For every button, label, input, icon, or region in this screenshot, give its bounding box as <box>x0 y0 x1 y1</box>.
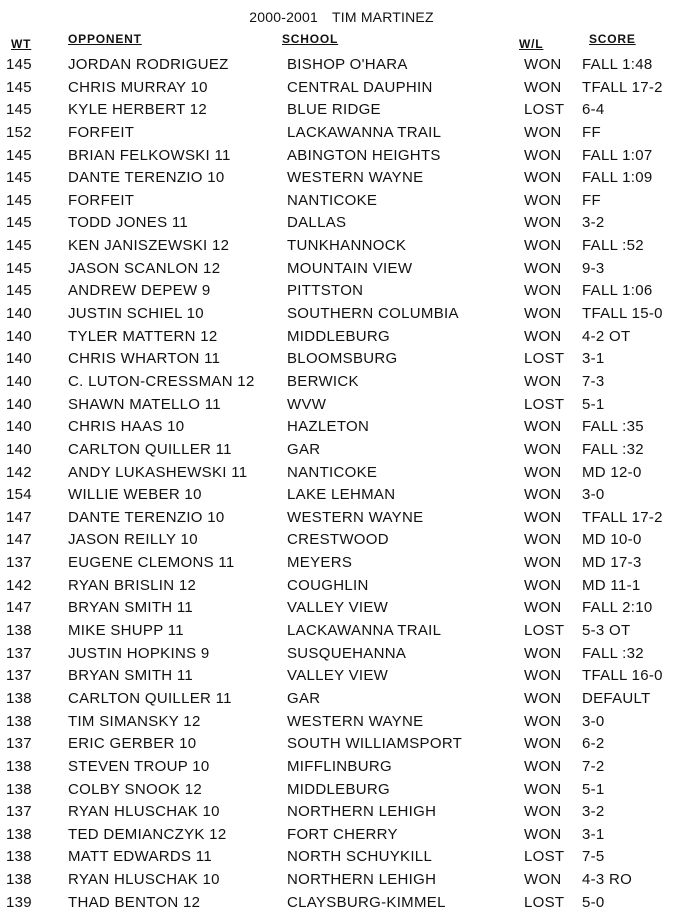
weight-cell: 138 <box>6 848 32 866</box>
score-cell: 3-1 <box>582 350 605 368</box>
score-cell: FALL :32 <box>582 440 644 458</box>
match-list <box>0 54 683 914</box>
table-row <box>0 575 683 598</box>
table-row <box>0 597 683 620</box>
result-cell: LOST <box>524 893 565 911</box>
weight-cell: 145 <box>6 237 32 255</box>
header-school: SCHOOL <box>282 32 339 46</box>
opponent-cell: BRIAN FELKOWSKI 11 <box>68 146 231 164</box>
result-cell: WON <box>524 554 562 572</box>
table-row <box>0 529 683 552</box>
score-cell: FALL 1:48 <box>582 56 653 73</box>
opponent-cell: STEVEN TROUP 10 <box>68 757 210 775</box>
opponent-cell: JASON REILLY 10 <box>68 531 198 549</box>
table-row <box>0 99 683 122</box>
weight-cell: 138 <box>6 689 32 707</box>
school-cell: DALLAS <box>287 214 347 232</box>
table-row <box>0 507 683 530</box>
score-cell: TFALL 17-2 <box>582 508 663 526</box>
school-cell: SOUTH WILLIAMSPORT <box>287 735 463 753</box>
score-cell: 3-2 <box>582 803 605 821</box>
weight-cell: 138 <box>6 825 32 843</box>
result-cell: WON <box>524 282 562 300</box>
opponent-cell: KYLE HERBERT 12 <box>68 101 208 119</box>
weight-cell: 152 <box>6 123 32 141</box>
result-cell: WON <box>524 169 562 187</box>
school-cell: MIDDLEBURG <box>287 327 391 345</box>
school-cell: NANTICOKE <box>287 191 378 209</box>
opponent-cell: SHAWN MATELLO 11 <box>68 395 221 413</box>
weight-cell: 145 <box>6 146 32 164</box>
opponent-cell: CHRIS HAAS 10 <box>68 418 185 436</box>
score-cell: 7-2 <box>582 757 605 775</box>
header-opponent: OPPONENT <box>68 32 142 46</box>
school-cell: LACKAWANNA TRAIL <box>287 622 442 640</box>
weight-cell: 137 <box>6 803 32 821</box>
school-cell: ABINGTON HEIGHTS <box>287 146 441 164</box>
weight-cell: 140 <box>6 305 32 323</box>
weight-cell: 138 <box>6 871 32 889</box>
school-cell: BLOOMSBURG <box>287 350 398 368</box>
table-row <box>0 620 683 643</box>
weight-cell: 145 <box>6 78 32 96</box>
score-cell: TFALL 15-0 <box>582 305 663 323</box>
score-cell: TFALL 16-0 <box>582 667 663 685</box>
result-cell: WON <box>524 576 562 594</box>
table-row <box>0 869 683 892</box>
school-cell: PITTSTON <box>287 282 364 300</box>
school-cell: WESTERN WAYNE <box>287 169 424 187</box>
school-cell: TUNKHANNOCK <box>287 237 407 255</box>
school-cell: SUSQUEHANNA <box>287 644 407 662</box>
weight-cell: 154 <box>6 486 32 504</box>
result-cell: WON <box>524 146 562 164</box>
score-cell: FALL 1:06 <box>582 282 653 300</box>
weight-cell: 147 <box>6 531 32 549</box>
result-cell: WON <box>524 735 562 753</box>
score-cell: FF <box>582 191 601 209</box>
table-row <box>0 122 683 145</box>
weight-cell: 142 <box>6 463 32 481</box>
weight-cell: 147 <box>6 508 32 526</box>
page-title <box>0 9 683 25</box>
score-cell: 3-1 <box>582 825 605 843</box>
opponent-cell: CHRIS MURRAY 10 <box>68 78 208 96</box>
result-cell: WON <box>524 757 562 775</box>
score-cell: MD 11-1 <box>582 576 641 594</box>
score-cell: DEFAULT <box>582 689 651 707</box>
weight-cell: 145 <box>6 56 32 73</box>
school-cell: NANTICOKE <box>287 463 378 481</box>
result-cell: WON <box>524 486 562 504</box>
column-headers <box>0 32 683 52</box>
weight-cell: 140 <box>6 327 32 345</box>
weight-cell: 140 <box>6 350 32 368</box>
school-cell: GAR <box>287 440 321 458</box>
school-cell: CENTRAL DAUPHIN <box>287 78 433 96</box>
result-cell: WON <box>524 531 562 549</box>
opponent-cell: COLBY SNOOK 12 <box>68 780 202 798</box>
score-cell: TFALL 17-2 <box>582 78 663 96</box>
opponent-cell: CARLTON QUILLER 11 <box>68 440 232 458</box>
score-cell: FALL 2:10 <box>582 599 653 617</box>
table-row <box>0 824 683 847</box>
school-cell: BERWICK <box>287 372 359 390</box>
opponent-cell: JORDAN RODRIGUEZ <box>68 56 229 73</box>
school-cell: CLAYSBURG-KIMMEL <box>287 893 446 911</box>
opponent-cell: FORFEIT <box>68 191 135 209</box>
result-cell: WON <box>524 508 562 526</box>
school-cell: COUGHLIN <box>287 576 369 594</box>
table-row <box>0 54 683 77</box>
result-cell: WON <box>524 259 562 277</box>
opponent-cell: RYAN BRISLIN 12 <box>68 576 197 594</box>
score-cell: 7-5 <box>582 848 605 866</box>
opponent-cell: CARLTON QUILLER 11 <box>68 689 232 707</box>
score-cell: FALL 1:07 <box>582 146 653 164</box>
score-cell: 7-3 <box>582 372 605 390</box>
result-cell: WON <box>524 871 562 889</box>
result-cell: WON <box>524 305 562 323</box>
result-cell: WON <box>524 689 562 707</box>
result-cell: WON <box>524 418 562 436</box>
table-row <box>0 394 683 417</box>
table-row <box>0 665 683 688</box>
opponent-cell: TODD JONES 11 <box>68 214 189 232</box>
school-cell: LACKAWANNA TRAIL <box>287 123 442 141</box>
score-cell: 5-1 <box>582 395 605 413</box>
score-cell: FALL :32 <box>582 644 644 662</box>
opponent-cell: RYAN HLUSCHAK 10 <box>68 803 220 821</box>
weight-cell: 138 <box>6 757 32 775</box>
score-cell: MD 12-0 <box>582 463 642 481</box>
table-row <box>0 779 683 802</box>
opponent-cell: BRYAN SMITH 11 <box>68 599 194 617</box>
result-cell: LOST <box>524 848 565 866</box>
weight-cell: 145 <box>6 101 32 119</box>
opponent-cell: MIKE SHUPP 11 <box>68 622 184 640</box>
school-cell: WESTERN WAYNE <box>287 712 424 730</box>
opponent-cell: RYAN HLUSCHAK 10 <box>68 871 220 889</box>
result-cell: WON <box>524 712 562 730</box>
opponent-cell: TED DEMIANCZYK 12 <box>68 825 227 843</box>
weight-cell: 140 <box>6 372 32 390</box>
school-cell: GAR <box>287 689 321 707</box>
school-cell: HAZLETON <box>287 418 370 436</box>
table-row <box>0 552 683 575</box>
result-cell: WON <box>524 780 562 798</box>
wrestler-name: TIM MARTINEZ <box>332 9 434 25</box>
table-row <box>0 416 683 439</box>
weight-cell: 137 <box>6 644 32 662</box>
weight-cell: 145 <box>6 259 32 277</box>
result-cell: WON <box>524 463 562 481</box>
result-cell: WON <box>524 191 562 209</box>
table-row <box>0 846 683 869</box>
table-row <box>0 756 683 779</box>
weight-cell: 142 <box>6 576 32 594</box>
school-cell: LAKE LEHMAN <box>287 486 396 504</box>
opponent-cell: WILLIE WEBER 10 <box>68 486 202 504</box>
weight-cell: 140 <box>6 418 32 436</box>
school-cell: SOUTHERN COLUMBIA <box>287 305 459 323</box>
result-cell: WON <box>524 440 562 458</box>
season-label: 2000-2001 <box>249 9 319 25</box>
opponent-cell: ANDREW DEPEW 9 <box>68 282 211 300</box>
table-row <box>0 190 683 213</box>
result-cell: WON <box>524 599 562 617</box>
school-cell: WVW <box>287 395 327 413</box>
table-row <box>0 643 683 666</box>
opponent-cell: FORFEIT <box>68 123 135 141</box>
opponent-cell: DANTE TERENZIO 10 <box>68 169 225 187</box>
score-cell: MD 17-3 <box>582 554 642 572</box>
table-row <box>0 439 683 462</box>
table-row <box>0 733 683 756</box>
weight-cell: 140 <box>6 395 32 413</box>
weight-cell: 140 <box>6 440 32 458</box>
table-row <box>0 484 683 507</box>
table-row <box>0 167 683 190</box>
score-cell: 9-3 <box>582 259 605 277</box>
score-cell: 6-2 <box>582 735 605 753</box>
score-cell: 5-0 <box>582 893 605 911</box>
opponent-cell: C. LUTON-CRESSMAN 12 <box>68 372 255 390</box>
header-weight: WT <box>11 37 32 51</box>
header-win-loss: W/L <box>519 37 544 51</box>
score-cell: MD 10-0 <box>582 531 642 549</box>
table-row <box>0 371 683 394</box>
score-cell: 5-1 <box>582 780 605 798</box>
weight-cell: 137 <box>6 735 32 753</box>
opponent-cell: THAD BENTON 12 <box>68 893 201 911</box>
table-row <box>0 348 683 371</box>
weight-cell: 137 <box>6 667 32 685</box>
result-cell: WON <box>524 237 562 255</box>
school-cell: CRESTWOOD <box>287 531 389 549</box>
table-row <box>0 711 683 734</box>
table-row <box>0 77 683 100</box>
table-row <box>0 688 683 711</box>
score-cell: 4-3 RO <box>582 871 633 889</box>
school-cell: WESTERN WAYNE <box>287 508 424 526</box>
result-cell: WON <box>524 825 562 843</box>
table-row <box>0 462 683 485</box>
weight-cell: 145 <box>6 214 32 232</box>
score-cell: 4-2 OT <box>582 327 631 345</box>
school-cell: MIFFLINBURG <box>287 757 392 775</box>
opponent-cell: TYLER MATTERN 12 <box>68 327 218 345</box>
weight-cell: 139 <box>6 893 32 911</box>
school-cell: BLUE RIDGE <box>287 101 381 119</box>
score-cell: FALL 1:09 <box>582 169 653 187</box>
result-cell: WON <box>524 214 562 232</box>
weight-cell: 145 <box>6 169 32 187</box>
weight-cell: 145 <box>6 191 32 209</box>
opponent-cell: ERIC GERBER 10 <box>68 735 197 753</box>
score-cell: 3-2 <box>582 214 605 232</box>
school-cell: NORTHERN LEHIGH <box>287 871 437 889</box>
result-cell: WON <box>524 123 562 141</box>
weight-cell: 138 <box>6 712 32 730</box>
result-cell: LOST <box>524 350 565 368</box>
opponent-cell: KEN JANISZEWSKI 12 <box>68 237 230 255</box>
opponent-cell: ANDY LUKASHEWSKI 11 <box>68 463 248 481</box>
result-cell: WON <box>524 644 562 662</box>
table-row <box>0 280 683 303</box>
table-row <box>0 235 683 258</box>
table-row <box>0 303 683 326</box>
table-row <box>0 145 683 168</box>
weight-cell: 145 <box>6 282 32 300</box>
school-cell: VALLEY VIEW <box>287 599 389 617</box>
opponent-cell: JUSTIN SCHIEL 10 <box>68 305 204 323</box>
opponent-cell: JUSTIN HOPKINS 9 <box>68 644 210 662</box>
result-cell: WON <box>524 327 562 345</box>
score-cell: FF <box>582 123 601 141</box>
opponent-cell: CHRIS WHARTON 11 <box>68 350 221 368</box>
school-cell: NORTH SCHUYKILL <box>287 848 433 866</box>
score-cell: 6-4 <box>582 101 605 119</box>
opponent-cell: EUGENE CLEMONS 11 <box>68 554 235 572</box>
result-cell: WON <box>524 56 562 73</box>
school-cell: MOUNTAIN VIEW <box>287 259 413 277</box>
result-cell: WON <box>524 667 562 685</box>
score-cell: FALL :52 <box>582 237 644 255</box>
header-score: SCORE <box>589 32 636 46</box>
opponent-cell: JASON SCANLON 12 <box>68 259 221 277</box>
table-row <box>0 258 683 281</box>
result-cell: WON <box>524 78 562 96</box>
school-cell: MIDDLEBURG <box>287 780 391 798</box>
school-cell: BISHOP O'HARA <box>287 56 408 73</box>
school-cell: FORT CHERRY <box>287 825 398 843</box>
opponent-cell: BRYAN SMITH 11 <box>68 667 194 685</box>
score-cell: 5-3 OT <box>582 622 631 640</box>
result-cell: WON <box>524 372 562 390</box>
score-cell: FALL :35 <box>582 418 644 436</box>
table-row <box>0 892 683 914</box>
weight-cell: 138 <box>6 780 32 798</box>
weight-cell: 137 <box>6 554 32 572</box>
opponent-cell: DANTE TERENZIO 10 <box>68 508 225 526</box>
weight-cell: 138 <box>6 622 32 640</box>
table-row <box>0 801 683 824</box>
table-row <box>0 212 683 235</box>
score-cell: 3-0 <box>582 712 605 730</box>
opponent-cell: TIM SIMANSKY 12 <box>68 712 201 730</box>
result-cell: WON <box>524 803 562 821</box>
school-cell: MEYERS <box>287 554 353 572</box>
school-cell: VALLEY VIEW <box>287 667 389 685</box>
table-row <box>0 326 683 349</box>
result-cell: LOST <box>524 101 565 119</box>
score-cell: 3-0 <box>582 486 605 504</box>
result-cell: LOST <box>524 622 565 640</box>
weight-cell: 147 <box>6 599 32 617</box>
opponent-cell: MATT EDWARDS 11 <box>68 848 212 866</box>
school-cell: NORTHERN LEHIGH <box>287 803 437 821</box>
result-cell: LOST <box>524 395 565 413</box>
